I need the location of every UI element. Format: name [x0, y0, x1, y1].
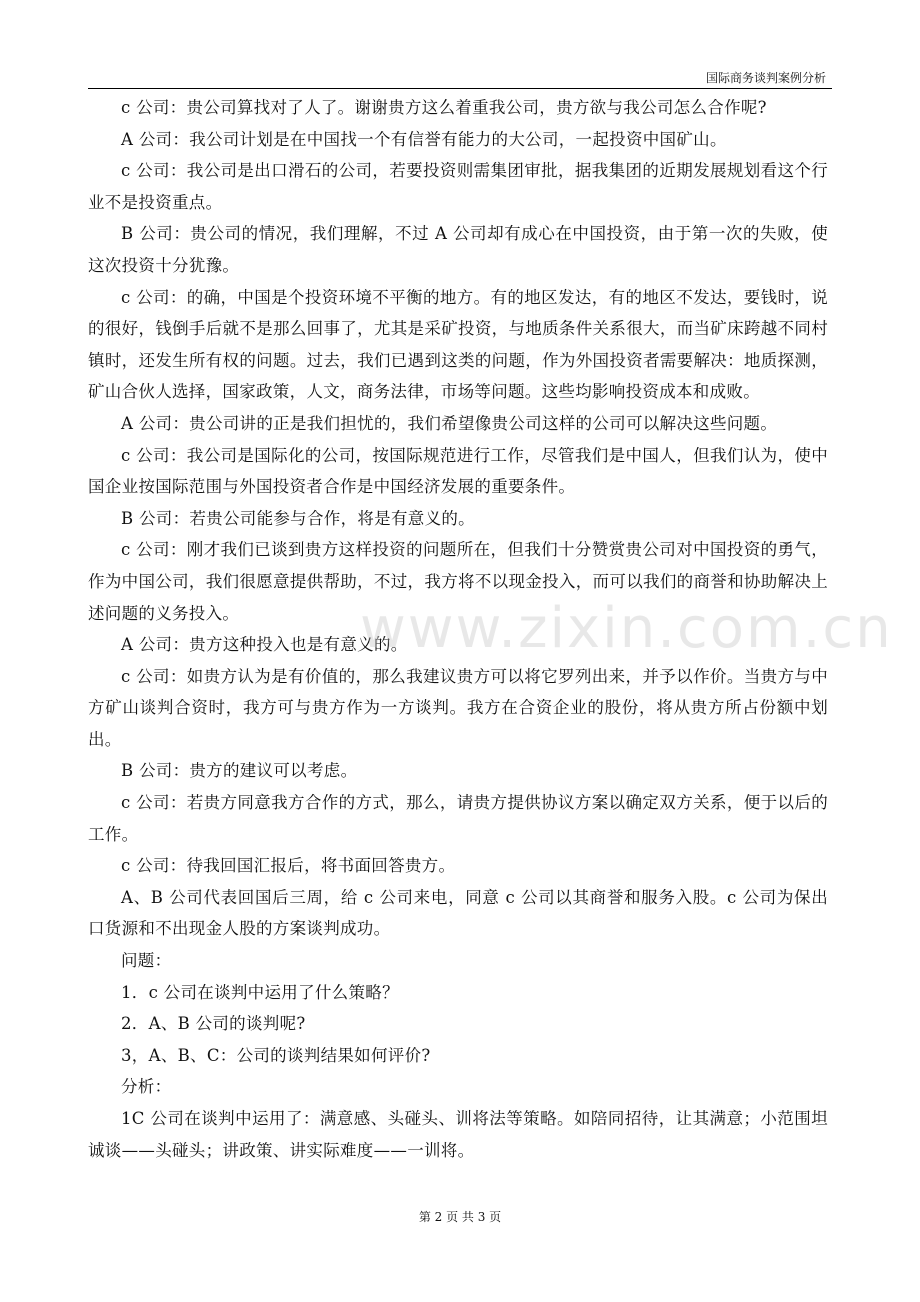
- paragraph: A 公司：贵方这种投入也是有意义的。: [121, 635, 408, 655]
- paragraph: B 公司：贵公司的情况，我们理解，不过 A 公司却有成心在中国投资，由于第一次的失败，使这次投资十分犹豫。: [88, 224, 828, 275]
- question-item: 1．c 公司在谈判中运用了什么策略？: [121, 982, 399, 1002]
- paragraph: c 公司：刚才我们已谈到贵方这样投资的问题所在，但我们十分赞赏贵公司对中国投资的勇气，作为中国公司，我们很愿意提供帮助，不过，我方将不以现金投入，而可以我们的商誉和协助解决上述问题的义务投入。: [88, 540, 828, 623]
- paragraph: c 公司：若贵方同意我方合作的方式，那么，请贵方提供协议方案以确定双方关系，便于以后的工作。: [88, 793, 828, 844]
- paragraph: c 公司：我公司是出口滑石的公司，若要投资则需集团审批，据我集团的近期发展规划看这个行业不是投资重点。: [88, 161, 828, 212]
- paragraph: c 公司：待我回国汇报后，将书面回答贵方。: [121, 856, 456, 876]
- page-footer: [0, 1208, 920, 1226]
- paragraph: A 公司：我公司计划是在中国找一个有信誉有能力的大公司，一起投资中国矿山。: [121, 129, 727, 149]
- paragraph: A、B 公司代表回国后三周，给 c 公司来电，同意 c 公司以其商誉和服务入股。c 公司为保出口货源和不出现金人股的方案谈判成功。: [88, 887, 828, 939]
- questions-heading: 问题：: [121, 951, 172, 971]
- paragraph: c 公司：如贵方认为是有价值的，那么我建议贵方可以将它罗列出来，并予以作价。当贵方与中方矿山谈判合资时，我方可与贵方作为一方谈判。我方在合资企业的股份，将从贵方所占份额中划出。: [88, 666, 828, 749]
- page-header: [88, 68, 832, 89]
- paragraph: c 公司：我公司是国际化的公司，按国际规范进行工作，尽管我们是中国人，但我们认为，使中国企业按国际范围与外国投资者合作是中国经济发展的重要条件。: [88, 445, 828, 497]
- analysis-paragraph: 1C 公司在谈判中运用了：满意感、头碰头、训将法等策略。如陪同招待，让其满意；小范围坦诚谈——头碰头；讲政策、讲实际难度——一训将。: [88, 1109, 828, 1160]
- question-item: 2．A、B 公司的谈判呢?: [121, 1014, 306, 1034]
- analysis-heading: 分析：: [121, 1077, 172, 1097]
- question-item: 3，A、B、C：公司的谈判结果如何评价?: [121, 1045, 431, 1065]
- paragraph: B 公司：若贵公司能参与合作，将是有意义的。: [121, 508, 475, 528]
- paragraph: A 公司：贵公司讲的正是我们担忧的，我们希望像贵公司这样的公司可以解决这些问题。: [121, 413, 778, 433]
- paragraph: c 公司：贵公司算找对了人了。谢谢贵方这么着重我公司，贵方欲与我公司怎么合作呢?: [121, 98, 767, 117]
- watermark: www.zixin.com.cn: [360, 596, 893, 661]
- header-title: 国际商务谈判案例分析: [705, 71, 826, 85]
- paragraph: c 公司：的确，中国是个投资环境不平衡的地方。有的地区发达，有的地区不发达，要钱时，说的很好，钱倒手后就不是那么回事了，尤其是采矿投资，与地质条件关系很大，而当矿床跨越不同村镇时，还发生所有权的问题。过去，我们已遇到这类的问题，作为外国投资者需要解决：地质探测，矿山合伙人选择，国家政策，人文，商务法律，市场等问题。这些均影响投资成本和成败。: [88, 287, 828, 402]
- page-number: 第 2 页 共 3 页: [418, 1210, 502, 1224]
- paragraph: B 公司：贵方的建议可以考虑。: [121, 761, 358, 781]
